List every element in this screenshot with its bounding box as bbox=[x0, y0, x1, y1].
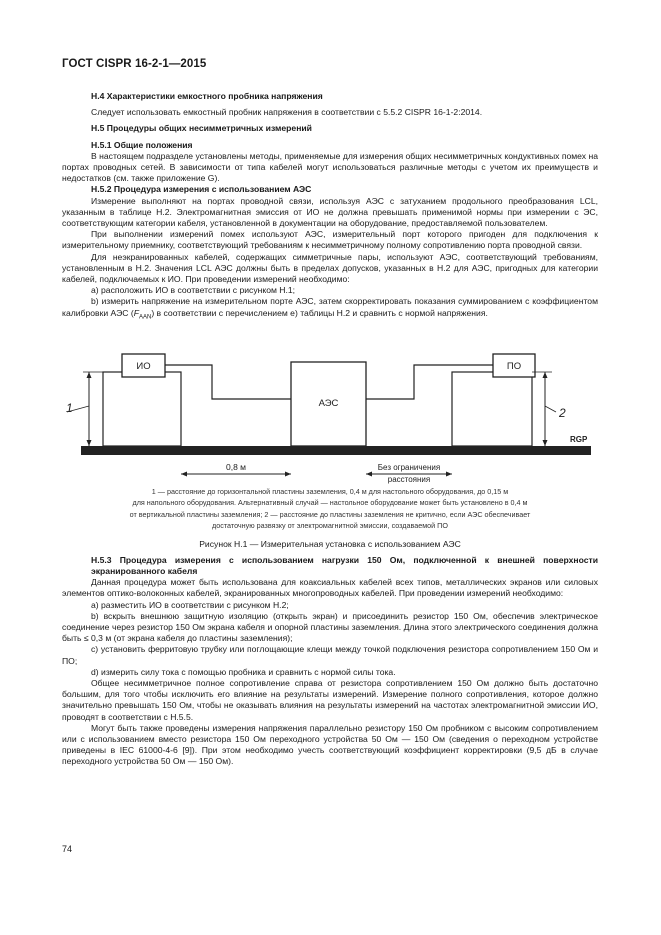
figure-h1 bbox=[62, 334, 598, 484]
dim-0-8m: 0,8 м bbox=[225, 461, 247, 472]
ae-label: ПО bbox=[506, 360, 522, 372]
section-h53-item-b: b) вскрыть внешнюю защитную изоляцию (открыть экран) и присоединить резистор 150 Ом, обеспечив электрическое соединение через резистор 150 Ом экрана кабеля и опорной пластины заземления. Длина этого электрического соединения должна быть ≤ 0,3 м (от экрана кабеля до пластины заземления); bbox=[62, 610, 598, 644]
dim-unlimited-line2: расстояния bbox=[387, 474, 431, 484]
section-h52-para1: Измерение выполняют на портах проводной связи, используя АЭС с затуханием продольного преобразования LCL, указанным в таблице H.2. Электромагнитная эмиссия от ИО не должна превышать применимой нормы при измерении с ЭС, соответствующим категории кабеля, установленной в документации на оборудование, предоставляемой пользователем. bbox=[62, 195, 598, 229]
ground-label: RGP bbox=[570, 434, 588, 444]
section-h53-para1: Данная процедура может быть использована для коаксиальных кабелей всех типов, металлических экранов или силовых элементов оптико-волоконных кабелей, экранированных многопроводных кабелей. При проведении измерений необходимо: bbox=[62, 577, 598, 599]
label-1: 1 bbox=[66, 400, 73, 415]
section-h4-title: H.4 Характеристики емкостного пробника напряжения bbox=[91, 91, 323, 101]
section-h53-para3: Могут быть также проведены измерения напряжения параллельно резистору 150 Ом пробником с высоким сопротивлением или с использованием вместо резистора 150 Ом переходного устройства 50 Ом — 150 Ом (сведения о переходном устройстве приведены в IEC 61000-4-6 [9]). При этом необходимо учесть соответствующий коэффициент корректировки (9,5 дБ в случае переходного устройства 50 Ом — 150 Ом). bbox=[62, 722, 598, 767]
section-h53-para2: Общее несимметричное полное сопротивление справа от резистора сопротивлением 150 Ом должно быть достаточно большим, для того чтобы исключить его влияние на результаты измерений. Измерение полного сопротивления, которое должно значительно превышать 150 Ом, чтобы не оказывать влияния на результаты измерений на частотах электромагнитной эмиссии ИО, проводят в соответствии с H.5.5. bbox=[62, 678, 598, 722]
ae-table bbox=[452, 372, 532, 446]
section-h53-item-a: a) разместить ИО в соответствии с рисунком H.2; bbox=[91, 599, 289, 610]
section-h51-text: В настоящем подразделе установлены методы, применяемые для измерения общих несимметричных кондуктивных помех на портах проводных сетей. В зависимости от типа кабелей могут использоваться различные методы с учетом их преимуществ и недостатков (см. также приложение G). bbox=[62, 150, 598, 184]
section-h53-title: H.5.3 Процедура измерения с использованием нагрузки 150 Ом, подключенной к внешней поверхности экранированного кабеля bbox=[91, 554, 598, 576]
section-h52-item-b: b) измерить напряжение на измерительном порте АЭС, затем скорректировать показания суммированием с коэффициентом калибровки АЭС $(F_{AAN})$ в соответствии с перечислением e) таблицы H.2 и сравнить с нормой напряжения. bbox=[62, 296, 598, 321]
aan-label: АЭС bbox=[318, 397, 339, 409]
label-2: 2 bbox=[559, 405, 566, 420]
page-content bbox=[62, 91, 598, 768]
dim-unlimited-line1: Без ограничения bbox=[377, 462, 441, 472]
section-h52-para2: При выполнении измерений помех используют АЭС, измерительный порт которого пригоден для подключения к измерительному приемнику, соответствующий требованиям к несимметричному полному сопротивлению порта проводной связи. bbox=[62, 229, 598, 251]
ground-plane bbox=[81, 446, 591, 455]
document-header: ГОСТ CISPR 16-2-1—2015 bbox=[62, 58, 207, 70]
section-h51-title: H.5.1 Общие положения bbox=[91, 139, 193, 150]
figure-title: Рисунок H.1 — Измерительная установка с использованием АЭС bbox=[199, 538, 461, 549]
page-number: 74 bbox=[62, 844, 73, 854]
section-h52-item-a: a) расположить ИО в соответствии с рисунком H.1; bbox=[91, 285, 296, 296]
figure-caption: 1 — расстояние до горизонтальной пластины заземления, 0,4 м для настольного оборудования, до 0,15 м для напольного оборудования. Альтернативный случай — настольное оборудование может быть установлено в 0,4 м от вертикальной пластины заземления; 2 — расстояние до пластины заземления не критично, если АЭС обеспечивает достаточную развязку от электромагнитной эмиссии, создаваемой ПО bbox=[129, 486, 531, 531]
section-h4-text: Следует использовать емкостный пробник напряжения в соответствии с 5.5.2 CISPR 16-1-2:2014. bbox=[91, 107, 483, 118]
section-h52-para3: Для неэкранированных кабелей, содержащих симметричные пары, используют АЭС, соответствующий требованиям, установленным в H.2. Значения LCL АЭС должны быть в пределах допусков, указанных в H.2 для АЭС, пригодных для категории кабелей, подключаемых к ИО. При проведении измерений необходимо: bbox=[62, 251, 598, 285]
measurement-setup-diagram bbox=[56, 334, 604, 484]
section-h53-item-d: d) измерить силу тока с помощью пробника и сравнить с нормой силы тока. bbox=[91, 666, 396, 677]
eut-table bbox=[103, 372, 181, 446]
eut-label: ИО bbox=[136, 360, 151, 372]
section-h53-item-c: c) установить ферритовую трубку или поглощающие клещи между точкой подключения резистора сопротивлением 150 Ом и ПО; bbox=[62, 644, 598, 666]
cable-eut-aan bbox=[165, 365, 291, 399]
cable-aan-ae bbox=[366, 365, 493, 399]
section-h52-title: H.5.2 Процедура измерения с использованием АЭС bbox=[91, 184, 312, 195]
section-h5-title: H.5 Процедуры общих несимметричных измерений bbox=[91, 123, 312, 134]
